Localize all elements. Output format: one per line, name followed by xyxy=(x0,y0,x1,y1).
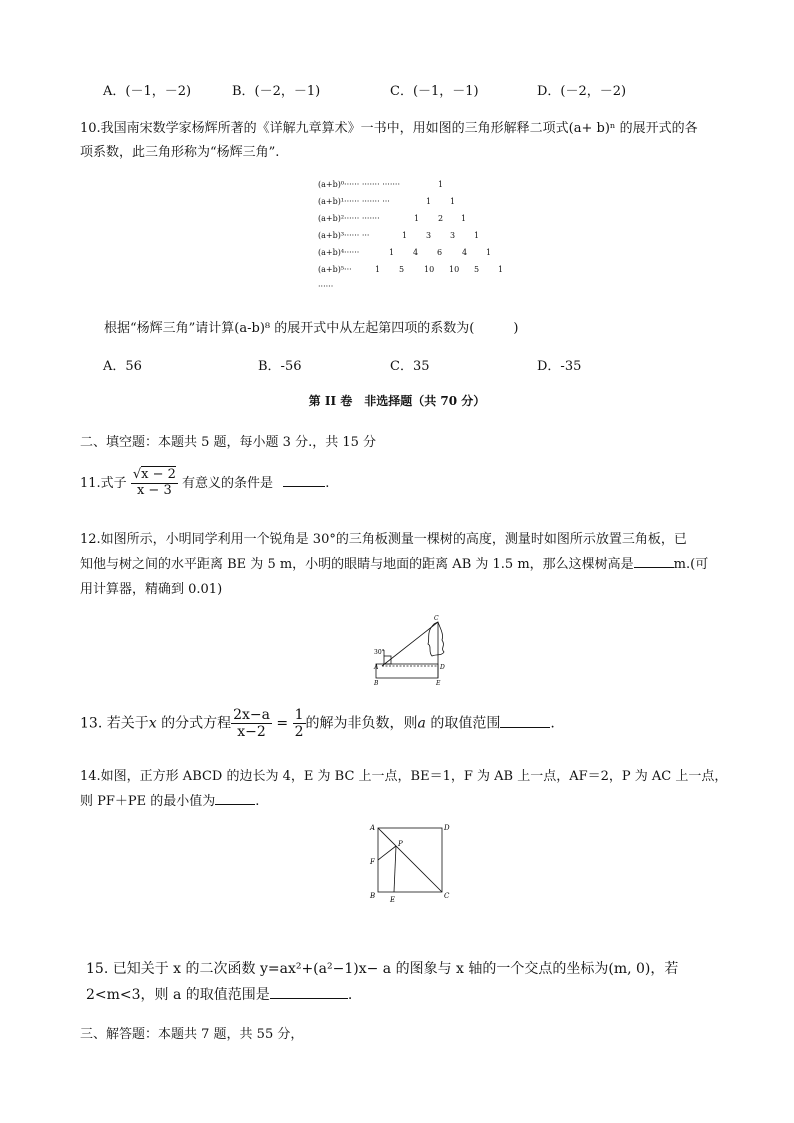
triangle-row-label: (a+b)¹······ ······· ··· xyxy=(318,197,390,206)
triangle-row-label: (a+b)⁰······ ······· ······· xyxy=(318,180,400,189)
triangle-number: 1 xyxy=(498,265,504,274)
q15-answer-blank[interactable] xyxy=(270,998,348,999)
angle-label: 30° xyxy=(374,649,385,656)
triangle-number: 1 xyxy=(389,248,395,257)
triangle-number: 4 xyxy=(462,248,468,257)
triangle-row-label: (a+b)⁵··· xyxy=(318,265,352,274)
q12-answer-blank[interactable] xyxy=(634,567,674,568)
q11-prefix: 11.式子 xyxy=(80,475,127,491)
triangle-number: 3 xyxy=(426,231,432,240)
triangle-row-label: (a+b)²······ ······· xyxy=(318,214,380,223)
q15-line1: 15. 已知关于 x 的二次函数 y=ax²+(a²−1)x− a 的图象与 x 轴的一个交点的坐标为(m, 0)，若 xyxy=(86,961,679,977)
triangle-number: 1 xyxy=(450,197,456,206)
section-2-title: 第 II 卷 非选择题（共 70 分） xyxy=(308,394,486,408)
triangle-number: 1 xyxy=(461,214,467,223)
triangle-number: 1 xyxy=(438,180,444,189)
q15-line2: 2<m<3，则 a 的取值范围是 . xyxy=(86,987,353,1003)
triangle-number: 1 xyxy=(474,231,480,240)
q11-denominator: x − 3 xyxy=(136,482,172,498)
q14-line1: 14.如图，正方形 ABCD 的边长为 4，E 为 BC 上一点，BE＝1，F 为 AB 上一点，AF＝2，P 为 AC 上一点， xyxy=(80,769,728,784)
fill-blank-header: 二、填空题：本题共 5 题，每小题 3 分.，共 15 分 xyxy=(80,435,377,450)
triangle-number: 1 xyxy=(426,197,432,206)
q14-line2-text: 则 PF＋PE 的最小值为 xyxy=(80,794,216,809)
q11-numerator: √x − 2 xyxy=(132,467,176,482)
triangle-number: 1 xyxy=(414,214,420,223)
triangle-row-label: (a+b)⁴······ xyxy=(318,248,360,257)
triangle-number: 5 xyxy=(474,265,480,274)
q11-answer-blank[interactable] xyxy=(283,486,325,487)
q15-line2-text: 2<m<3，则 a 的取值范围是 xyxy=(86,987,270,1003)
q11-fraction xyxy=(131,468,178,499)
square-label-d: D xyxy=(444,824,450,832)
q10-option-c: C．35 xyxy=(390,359,430,374)
q13-fraction-half: $\frac{1}{2}$ xyxy=(294,707,304,741)
triangle-number: 1 xyxy=(486,248,492,257)
q14-square-figure xyxy=(366,822,456,904)
triangle-number: 5 xyxy=(399,265,405,274)
q9-option-c: C．(－1，－1) xyxy=(390,84,479,99)
triangle-number: 10 xyxy=(424,265,435,274)
q12-figure xyxy=(370,612,460,690)
triangle-number: 1 xyxy=(375,265,381,274)
q10-line1: 10.我国南宋数学家杨辉所著的《详解九章算术》一书中，用如图的三角形解释二项式(a+ b)ⁿ 的展开式的各 xyxy=(80,121,698,136)
q12-line2-end: m.(可 xyxy=(673,557,709,572)
square-label-c: C xyxy=(444,892,450,900)
square-label-a: A xyxy=(370,824,376,832)
q12-line2-text: 知他与树之间的水平距离 BE 为 5 m，小明的眼睛与地面的距离 AB 为 1.5 m，那么这棵树高是 xyxy=(80,557,634,572)
q13: 13. 若关于x 的分式方程 $\frac{2x-a}{x-2}$ = $\frac{1}{2}$ 的解为非负数，则a 的取值范围 . xyxy=(80,707,555,741)
square-label-f: F xyxy=(370,858,375,866)
triangle-row-label: (a+b)³······ ··· xyxy=(318,231,370,240)
q14-answer-blank[interactable] xyxy=(215,804,255,805)
tree-icon xyxy=(428,622,444,656)
segment-pe xyxy=(394,846,396,892)
point-a-label: A xyxy=(374,664,379,671)
segment-pf xyxy=(378,846,396,860)
square-label-p: P xyxy=(398,840,403,848)
q9-option-b: B．(－2，－1) xyxy=(232,84,321,99)
q13-fraction: $\frac{2x-a}{x-2}$ xyxy=(233,707,270,741)
point-b-label: B xyxy=(374,680,379,687)
q12-line3: 用计算器，精确到 0.01) xyxy=(80,582,223,597)
point-d-label: D xyxy=(440,664,445,671)
q10-option-b: B．-56 xyxy=(258,359,302,374)
triangle-number: 3 xyxy=(450,231,456,240)
q10-question: 根据“杨辉三角”请计算(a-b)⁸ 的展开式中从左起第四项的系数为( ) xyxy=(104,321,519,336)
triangle-number: 6 xyxy=(437,248,443,257)
q9-option-a: A．(－1，－2) xyxy=(103,84,192,99)
triangle-number: 2 xyxy=(438,214,444,223)
triangle-ellipsis: ······ xyxy=(318,282,334,291)
section-3-header: 三、解答题：本题共 7 题，共 55 分， xyxy=(80,1027,304,1042)
triangle-number: 4 xyxy=(413,248,419,257)
q14-line2: 则 PF＋PE 的最小值为 . xyxy=(80,794,260,809)
q11: 11.式子 $\frac{√x - 2}{x - 3}$ 有意义的条件是 . xyxy=(80,467,330,498)
diagonal-ac xyxy=(378,828,442,892)
square-label-e: E xyxy=(390,896,396,904)
q12-line2 xyxy=(80,553,708,572)
q10-option-a: A．56 xyxy=(103,359,142,374)
triangle-number: 1 xyxy=(402,231,408,240)
q9-option-d: D．(－2，－2) xyxy=(537,84,627,99)
q10-option-d: D．-35 xyxy=(537,359,582,374)
square-label-b: B xyxy=(370,892,376,900)
q13-answer-blank[interactable] xyxy=(500,727,550,728)
q11-suffix: 有意义的条件是 xyxy=(182,475,274,491)
q10-line2: 项系数，此三角形称为“杨辉三角”. xyxy=(80,145,280,160)
sight-line xyxy=(382,622,438,666)
point-e-label: E xyxy=(436,680,441,687)
q12-line1: 12.如图所示，小明同学利用一个锐角是 30°的三角板测量一棵树的高度，测量时如图所示放置三角板，已 xyxy=(80,532,687,547)
point-c-label: C xyxy=(434,615,439,622)
triangle-number: 10 xyxy=(449,265,460,274)
